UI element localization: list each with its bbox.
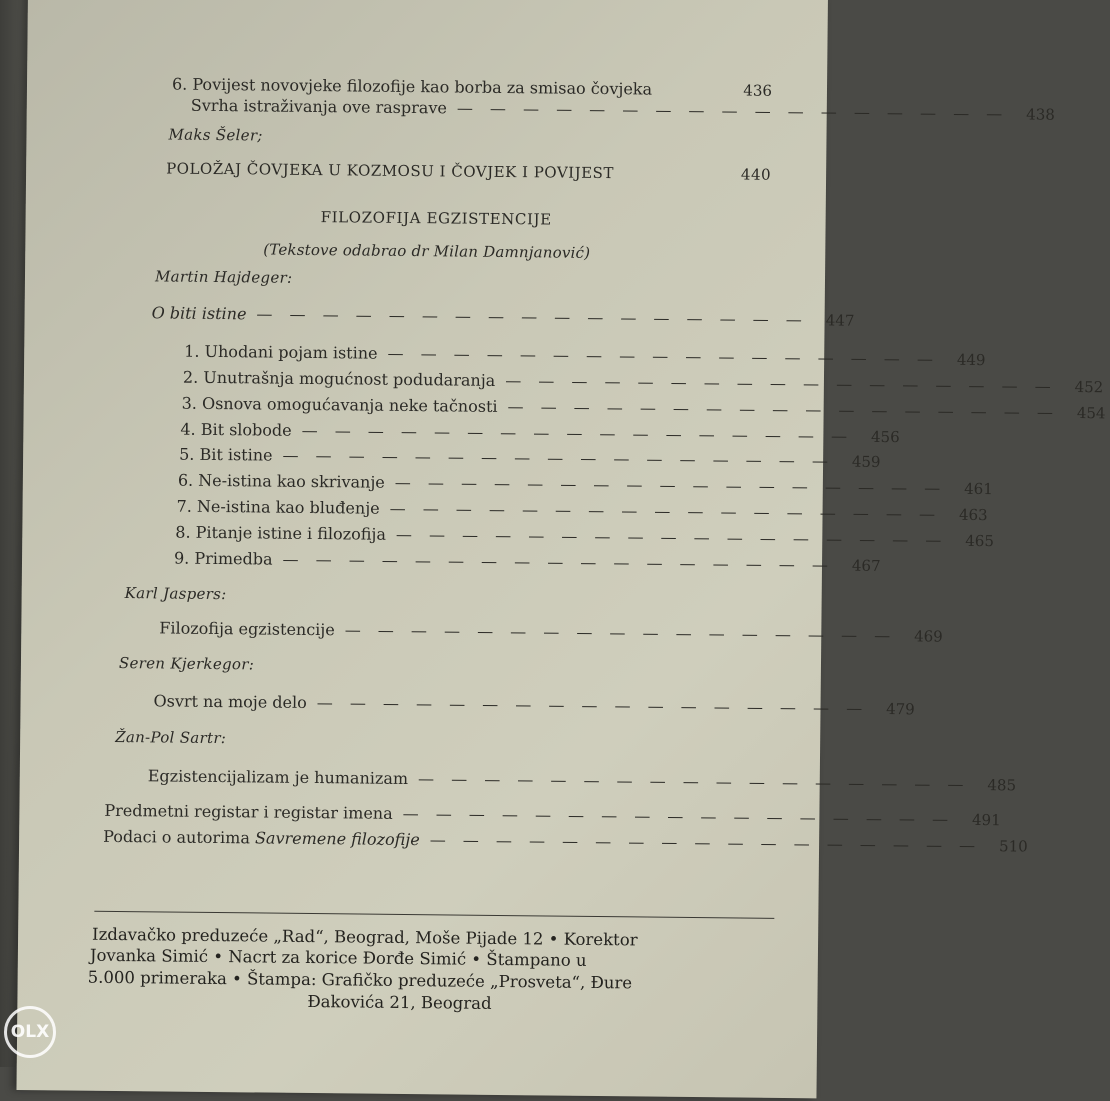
toc-entry bbox=[104, 800, 1001, 830]
leader-dashes: — — — — — — — — — — — — — — — — — bbox=[456, 98, 1009, 124]
toc-entry-page: 456 bbox=[870, 427, 900, 447]
toc-entry-page: 491 bbox=[971, 810, 1001, 830]
imprint-line: Jovanka Simić • Nacrt za korice Đorđe Simić • Štampano u bbox=[89, 945, 587, 970]
toc-entry-text: 6. Povijest novovjeke filozofije kao borba za smisao čovjeka bbox=[171, 74, 653, 99]
toc-entry-text: 5. Bit istine bbox=[179, 444, 273, 465]
toc-entry-page: 485 bbox=[987, 776, 1017, 795]
toc-entry-page: 440 bbox=[740, 165, 772, 184]
toc-entry-page: 461 bbox=[964, 479, 993, 499]
imprint-line: Izdavačko preduzeće „Rad“, Beograd, Moše Pijade 12 • Korektor bbox=[92, 924, 638, 950]
leader-dashes: — — — — — — — — — — — — — — — — — bbox=[402, 803, 955, 829]
toc-entry bbox=[147, 766, 1017, 795]
toc-entry bbox=[151, 303, 855, 330]
olx-watermark-logo: OLX bbox=[4, 1006, 56, 1058]
section-subtitle: (Tekstove odabrao dr Milan Damnjanović) bbox=[263, 240, 591, 262]
toc-entry bbox=[179, 444, 881, 471]
leader-dashes: — — — — — — — — — — — — — — — — — bbox=[505, 371, 1057, 396]
section-title: FILOZOFIJA EGZISTENCIJE bbox=[320, 208, 552, 229]
toc-entry bbox=[177, 470, 993, 499]
toc-entry bbox=[182, 367, 1104, 397]
toc-entry-page: 454 bbox=[1076, 404, 1106, 423]
divider bbox=[94, 911, 774, 919]
toc-entry-text: Osvrt na moje delo bbox=[153, 691, 307, 712]
toc-entry-page: 459 bbox=[851, 452, 881, 471]
toc-entry-text: 8. Pitanje istine i filozofija bbox=[175, 522, 387, 544]
leader-dashes: — — — — — — — — — — — — — — — — — bbox=[395, 524, 948, 550]
toc-entry bbox=[184, 341, 986, 370]
toc-entry bbox=[181, 393, 1106, 423]
author-name: Žan-Pol Sartr: bbox=[115, 727, 227, 748]
author-name: Seren Kjerkegor: bbox=[118, 653, 255, 674]
leader-dashes: — — — — — — — — — — — — — — — — — bbox=[282, 445, 834, 471]
leader-dashes: — — — — — — — — — — — — — — — — — bbox=[417, 769, 970, 794]
imprint-line: 5.000 primeraka • Štampa: Grafičko preduzeće „Prosveta“, Đure bbox=[87, 967, 633, 993]
toc-entry-text: Egzistencijalizam je humanizam bbox=[147, 766, 409, 789]
toc-entry-text: 3. Osnova omogućavanja neke tačnosti bbox=[181, 393, 498, 416]
toc-entry bbox=[153, 691, 915, 719]
toc-entry-text: 2. Unutrašnja mogućnost podudaranja bbox=[182, 367, 496, 390]
toc-entry bbox=[175, 522, 995, 551]
leader-dashes: — — — — — — — — — — — — — — — — — bbox=[387, 343, 940, 369]
leader-dashes: — — — — — — — — — — — — — — — — — bbox=[282, 549, 835, 575]
leader-dashes: — — — — — — — — — — — — — — — — — bbox=[301, 420, 854, 446]
author-name: Martin Hajdeger: bbox=[154, 267, 293, 287]
toc-entry-page: 465 bbox=[965, 531, 995, 551]
toc-entry-page: 467 bbox=[851, 556, 881, 575]
toc-entry-page: 452 bbox=[1074, 377, 1104, 397]
toc-entry bbox=[180, 419, 900, 447]
toc-entry-text: Filozofija egzistencije bbox=[159, 618, 335, 640]
toc-entry bbox=[166, 159, 771, 183]
toc-entry-text: O biti istine bbox=[151, 303, 247, 324]
toc-entry-page: 438 bbox=[1026, 105, 1055, 124]
toc-entry bbox=[190, 95, 1055, 124]
toc-entry-text bbox=[103, 827, 420, 849]
toc-entry-text: 1. Uhodani pojam istine bbox=[184, 341, 378, 363]
toc-entry-text-a: Podaci o autorima bbox=[103, 826, 251, 848]
toc-entry-page: 479 bbox=[886, 700, 915, 719]
leader-dashes: — — — — — — — — — — — — — — — — — bbox=[507, 397, 1059, 422]
toc-entry bbox=[176, 496, 988, 525]
leader-dashes: — — — — — — — — — — — — — — — — — bbox=[394, 472, 947, 498]
toc-entry-text: 9. Primedba bbox=[173, 548, 273, 569]
leader-dashes: — — — — — — — — — — — — — — — — — bbox=[429, 830, 982, 856]
toc-entry-page: 447 bbox=[825, 311, 855, 330]
leader-dashes: — — — — — — — — — — — — — — — — — bbox=[389, 498, 942, 524]
toc-entry-page: 449 bbox=[956, 350, 986, 370]
toc-entry-text: 6. Ne-istina kao skrivanje bbox=[177, 470, 385, 492]
toc-entry-text: 7. Ne-istina kao bluđenje bbox=[176, 496, 380, 518]
toc-entry-text-b: Savremene filozofije bbox=[254, 828, 420, 850]
toc-entry-text: 4. Bit slobode bbox=[180, 419, 292, 440]
author-name: Karl Jaspers: bbox=[124, 584, 227, 604]
toc-entry bbox=[173, 548, 881, 575]
toc-entry-page: 469 bbox=[914, 627, 943, 646]
leader-dashes: — — — — — — — — — — — — — — — — — bbox=[344, 620, 897, 646]
toc-entry-page: 510 bbox=[999, 837, 1028, 856]
toc-entry bbox=[103, 826, 1028, 856]
toc-entry-text: Svrha istraživanja ove rasprave bbox=[190, 95, 447, 118]
toc-entry bbox=[159, 618, 943, 646]
leader-dashes: — — — — — — — — — — — — — — — — — bbox=[256, 304, 808, 330]
book-page bbox=[16, 0, 1106, 1098]
leader-dashes: — — — — — — — — — — — — — — — — — bbox=[316, 693, 869, 718]
imprint-line: Đakovića 21, Beograd bbox=[307, 991, 492, 1013]
toc-entry-page: 436 bbox=[743, 81, 773, 100]
toc-entry-text: Predmetni registar i registar imena bbox=[104, 800, 393, 823]
toc-entry-text: POLOŽAJ ČOVJEKA U KOZMOSU I ČOVJEK I POVIJEST bbox=[166, 159, 614, 183]
toc-entry-page: 463 bbox=[958, 505, 988, 525]
author-name: Maks Šeler; bbox=[168, 125, 263, 145]
